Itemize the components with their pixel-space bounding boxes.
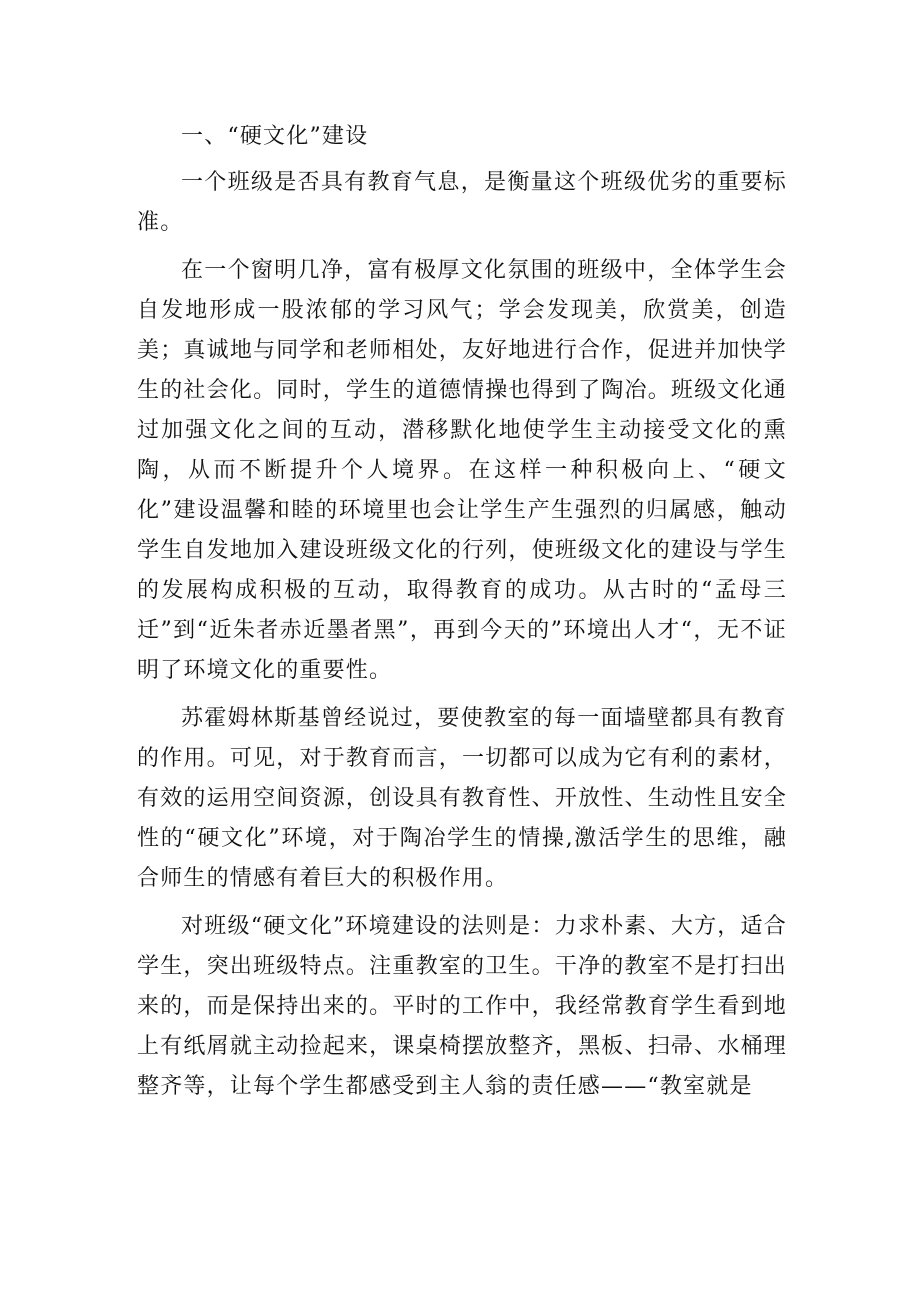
paragraph-1: 一个班级是否具有教育气息，是衡量这个班级优劣的重要标准。 [137,170,787,235]
document-body [137,117,787,1115]
paragraph-2: 在一个窗明几净，富有极厚文化氛围的班级中，全体学生会自发地形成一股浓郁的学习风气；学会发现美，欣赏美，创造美；真诚地与同学和老师相处，友好地进行合作，促进并加快学生的社会化。同时，学生的道德情操也得到了陶冶。班级文化通过加强文化之间的互动，潜移默化地使学生主动接受文化的熏陶，从而不断提升个人境界。在这样一种积极向上、“硬文化”建设温馨和睦的环境里也会让学生产生强烈的归属感，触动学生自发地加入建设班级文化的行列，使班级文化的建设与学生的发展构成积极的互动，取得教育的成功。从古时的“孟母三迁”到“近朱者赤近墨者黑”，再到今天的”环境出人才“，无不证明了环境文化的重要性。 [137,258,787,683]
section-heading: 一、“硬文化”建设 [181,124,369,149]
paragraph-3: 苏霍姆林斯基曾经说过，要使教室的每一面墙壁都具有教育的作用。可见，对于教育而言，一切都可以成为它有利的素材，有效的运用空间资源，创设具有教育性、开放性、生动性且安全性的“硬文化”环境，对于陶冶学生的情操,激活学生的思维，融合师生的情感有着巨大的积极作用。 [137,706,787,891]
paragraph-4: 对班级“硬文化”环境建设的法则是：力求朴素、大方，适合学生，突出班级特点。注重教室的卫生。干净的教室不是打扫出来的，而是保持出来的。平时的工作中，我经常教育学生看到地上有纸屑就主动捡起来，课桌椅摆放整齐，黑板、扫帚、水桶理整齐等，让每个学生都感受到主人翁的责任感——“教室就是 [137,914,787,1099]
